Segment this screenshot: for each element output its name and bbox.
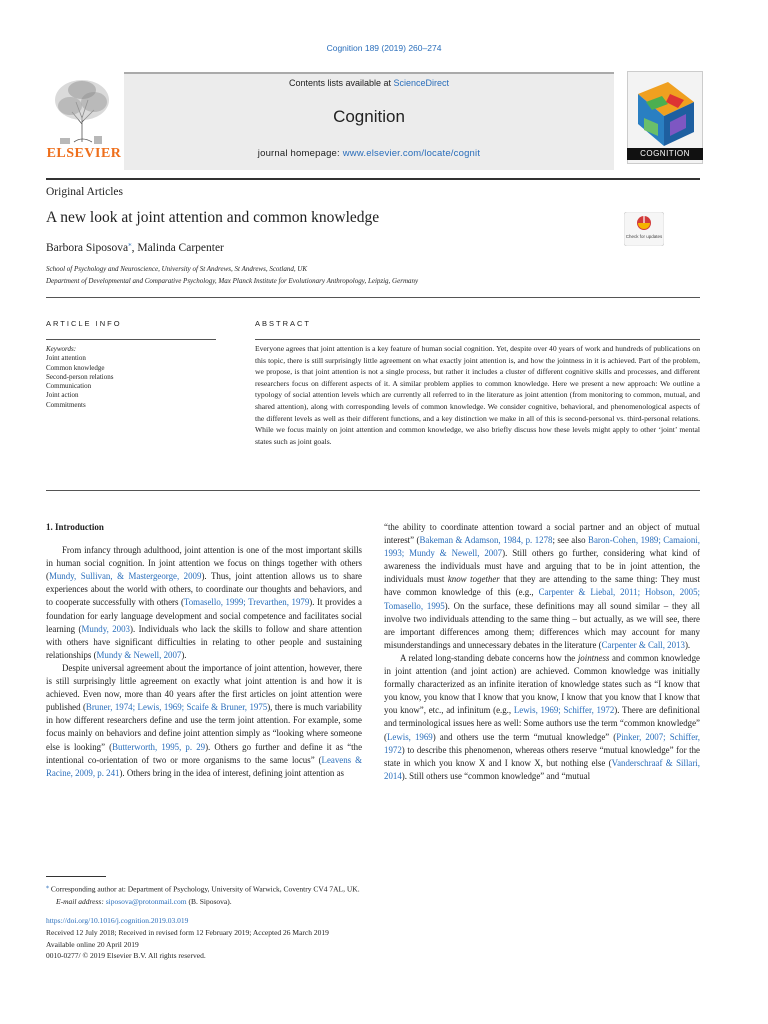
affiliation-2: Department of Developmental and Comparative Psychology, Max Planck Institute for Evolutionary Anthropology, Leipzig, Germany (46, 277, 419, 285)
corresponding-author-mark[interactable]: ⁎ (128, 240, 132, 248)
paragraph-text: “the ability to coordinate attention toward a social partner and an object of mutual interest” ( (384, 522, 700, 546)
paragraph-text: ). Others go further and define it as “the intentional co-orientation of two or more organisms to the same locus” ( (46, 741, 363, 765)
paragraph-text: and common knowledge in joint attention (and joint action) are achieved. Common knowledge was initially formally characterized as an infinite iteration of knowledge states such as “I know that you know, you know that I know that you know, I know that you know that I know that you know”, etc., ad infinitum (e.g., (384, 652, 700, 716)
paragraph-text: ). Still others use “common knowledge” and “mutual (401, 770, 591, 781)
abstract-heading: ABSTRACT (255, 319, 312, 328)
header-divider (46, 178, 700, 180)
paragraph-text: ). Individuals who lack the skills to follow and share attention with others have significant difficulties in relating to other people and sustaining relationships ( (46, 623, 362, 660)
citation-link[interactable]: Butterworth, 1995, p. 29 (112, 741, 206, 752)
article-info-rule (46, 339, 216, 340)
paragraph-text: A related long-standing debate concerns how the (400, 652, 578, 663)
citation-link[interactable]: Tomasello, 1999; Trevarthen, 1979 (183, 597, 310, 608)
elsevier-wordmark: ELSEVIER (46, 146, 122, 161)
abstract-rule (255, 339, 700, 340)
citation-link[interactable]: Pinker, 2007; Schiffer, 1972 (384, 731, 700, 755)
email-suffix: (B. Siposova). (186, 896, 232, 906)
email-line (46, 896, 360, 908)
keyword-item: Joint attention (46, 354, 86, 363)
paragraph-text: ). It provides a foundation for early language development and social competence and facilitates social learning ( (46, 597, 362, 634)
citation-link[interactable]: Baron-Cohen, 1989; Camaioni, 1993; Mundy & Newell, 2007 (384, 535, 700, 559)
paragraph-text: Despite universal agreement about the importance of joint attention, however, there is still surprisingly little agreement on exactly what joint attention is and how it is achieved. Even now, more than 40 years after the first articles on joint attention were published ( (46, 662, 362, 713)
footnote-rule (46, 876, 106, 877)
citation-link[interactable]: Mundy & Newell, 2007 (96, 649, 182, 660)
homepage-prefix: journal homepage: (257, 148, 343, 159)
paragraph-text: ) and others use the term “mutual knowledge” ( (432, 731, 617, 742)
paragraph-text: ). (181, 649, 187, 660)
article-section-label: Original Articles (46, 186, 123, 198)
article-info-heading: ARTICLE INFO (46, 319, 122, 328)
keyword-item: Common knowledge (46, 363, 105, 372)
author-separator: , (131, 241, 138, 254)
citation-link[interactable]: Bakeman & Adamson, 1984, p. 1278 (419, 535, 553, 546)
paragraph (384, 521, 700, 652)
paragraph-text: ). Thus, joint attention allows us to share experiences about the world with others, to coordinate our thoughts and behaviors, and to cooperate successfully with others ( (46, 571, 362, 608)
citation-link[interactable]: Carpenter & Liebal, 2011; Hobson, 2005; Tomasello, 1995 (384, 587, 700, 611)
body-column-right (384, 521, 700, 783)
paragraph-text: that they are attending to the same thing: They must have common knowledge of this (e.g., (384, 574, 700, 598)
contents-line (124, 78, 614, 88)
citation-link[interactable]: Lewis, 1969; Schiffer, 1972 (513, 705, 615, 716)
paragraph-text: ), there is much variability in how different researchers define and use the term joint attention. For example, some focus mainly on behaviors and define joint attention simply as “looking where someone else is looking” ( (46, 702, 362, 752)
copyright: 0010-0277/ © 2019 Elsevier B.V. All rights reserved. (46, 951, 206, 961)
citation-link[interactable]: Mundy, 2003 (81, 623, 130, 634)
affiliation-1: School of Psychology and Neuroscience, University of St Andrews, St Andrews, Scotland, UK (46, 265, 308, 273)
author-name[interactable]: Barbora Siposova (46, 241, 129, 254)
keyword-item: Second-person relations (46, 372, 114, 381)
check-for-updates-icon[interactable] (624, 212, 664, 246)
journal-reference-link[interactable]: Cognition 189 (2019) 260–274 (326, 43, 442, 53)
article-metadata (46, 915, 329, 962)
citation-link[interactable]: Bruner, 1974; Lewis, 1969; Scaife & Bruner, 1975 (85, 702, 268, 713)
keyword-item: Joint action (46, 391, 79, 400)
paragraph-text: ; see also (552, 535, 589, 546)
author-line (46, 240, 224, 254)
received-dates: Received 12 July 2018; Received in revised form 12 February 2019; Accepted 26 March 2019 (46, 927, 329, 937)
doi-link[interactable]: https://doi.org/10.1016/j.cognition.2019.03.019 (46, 916, 189, 925)
journal-name: Cognition (333, 107, 405, 126)
author-name[interactable]: Malinda Carpenter (137, 241, 224, 254)
citation-link[interactable]: Leavens & Racine, 2009, p. 241 (46, 754, 362, 778)
contents-prefix: Contents lists available at (288, 78, 394, 88)
footnote-text: Corresponding author at: Department of Psychology, University of Warwick, Coventry CV4 7AL, UK. (49, 884, 360, 894)
paragraph-text: ). Still others go further, considering what kind of awareness the individuals must have and arguing that to be in joint attention, the individuals must (384, 548, 700, 585)
available-online: Available online 20 April 2019 (46, 939, 139, 949)
divider-below-abstract (46, 490, 700, 491)
sciencedirect-link[interactable]: ScienceDirect (393, 78, 450, 88)
paragraph-text: ) to describe this phenomenon, whereas others reserve “mutual knowledge” for the state in which you know X and I know X, but nothing else ( (384, 744, 700, 768)
paragraph (46, 544, 362, 662)
article-title: A new look at joint attention and common knowledge (46, 209, 380, 226)
crossmark-label: Check for updates (625, 234, 663, 239)
paragraph-text: ). There are definitional and terminological issues here as well: Some authors use the term “common knowledge” ( (384, 705, 700, 742)
cover-title-strip: COGNITION (627, 148, 703, 160)
keyword-item: Communication (46, 382, 92, 391)
divider-above-info (46, 297, 700, 298)
email-link[interactable]: siposova@protonmail.com (105, 896, 187, 906)
paragraph (384, 652, 700, 783)
footnote-mark: ⁎ (46, 884, 49, 890)
journal-homepage (124, 148, 614, 159)
section-heading: 1. Introduction (46, 522, 104, 532)
paragraph-text: ). Others bring in the idea of interest, defining joint attention as (119, 767, 344, 778)
abstract-text: Everyone agrees that joint attention is a key feature of human social cognition. Yet, despite over 40 years of work and hundreds of publications on this topic, there is still surprisingly little agreement on what exactly joint attention is, and how the jointness in it is achieved. Part of the problem, we propose, is that joint attention is not a single process, but rather it includes a cluster of different cognitive skills and processes, and different researchers focus on different aspects of it. A similar problem applies to common knowledge. Here we present a new approach: We outline a typology of social attention levels which are currently all referred to in the literature as joint attention (from monitoring to common, mutual, and shared attention), along with corresponding levels of common knowledge. We consider cognitive, behavioral, and phenomenological aspects of the different levels as well as their different functions, and a key distinction we make in all of this is second-personal vs. third-personal relations. While we focus mainly on joint attention and common knowledge, we also briefly discuss how these levels might apply to other ‘joint’ mental states such as joint goals. (255, 344, 700, 446)
paragraph-text: ). On the surface, these definitions may all sound similar – they all involve two individuals attending to the same thing – but actually, as we will see, there are important differences among them; differences which may account for many misunderstandings and unnecessary debates in the literature ( (384, 600, 700, 650)
citation-link[interactable]: Mundy, Sullivan, & Mastergeorge, 2009 (48, 571, 202, 582)
paragraph-text: ). (684, 639, 691, 650)
paragraph-text: From infancy through adulthood, joint attention is one of the most important skills in human social cognition. In joint attention we focus on things together with others ( (46, 545, 362, 582)
emphasis-text: know together (447, 574, 500, 585)
paragraph (46, 662, 362, 780)
citation-link[interactable]: Carpenter & Call, 2013 (601, 639, 685, 650)
keywords-block (46, 345, 113, 410)
keywords-label: Keywords: (46, 345, 77, 353)
citation-link[interactable]: Lewis, 1969 (386, 731, 433, 742)
footnote (46, 881, 360, 908)
body-column-left (46, 521, 362, 780)
citation-link[interactable]: Vanderschraaf & Sillari, 2014 (384, 757, 700, 781)
email-label: E-mail address: (56, 896, 106, 906)
corresponding-author-note (46, 881, 360, 896)
homepage-link[interactable]: www.elsevier.com/locate/cognit (342, 148, 481, 159)
emphasis-text: jointness (577, 652, 610, 663)
keyword-item: Commitments (46, 400, 86, 409)
